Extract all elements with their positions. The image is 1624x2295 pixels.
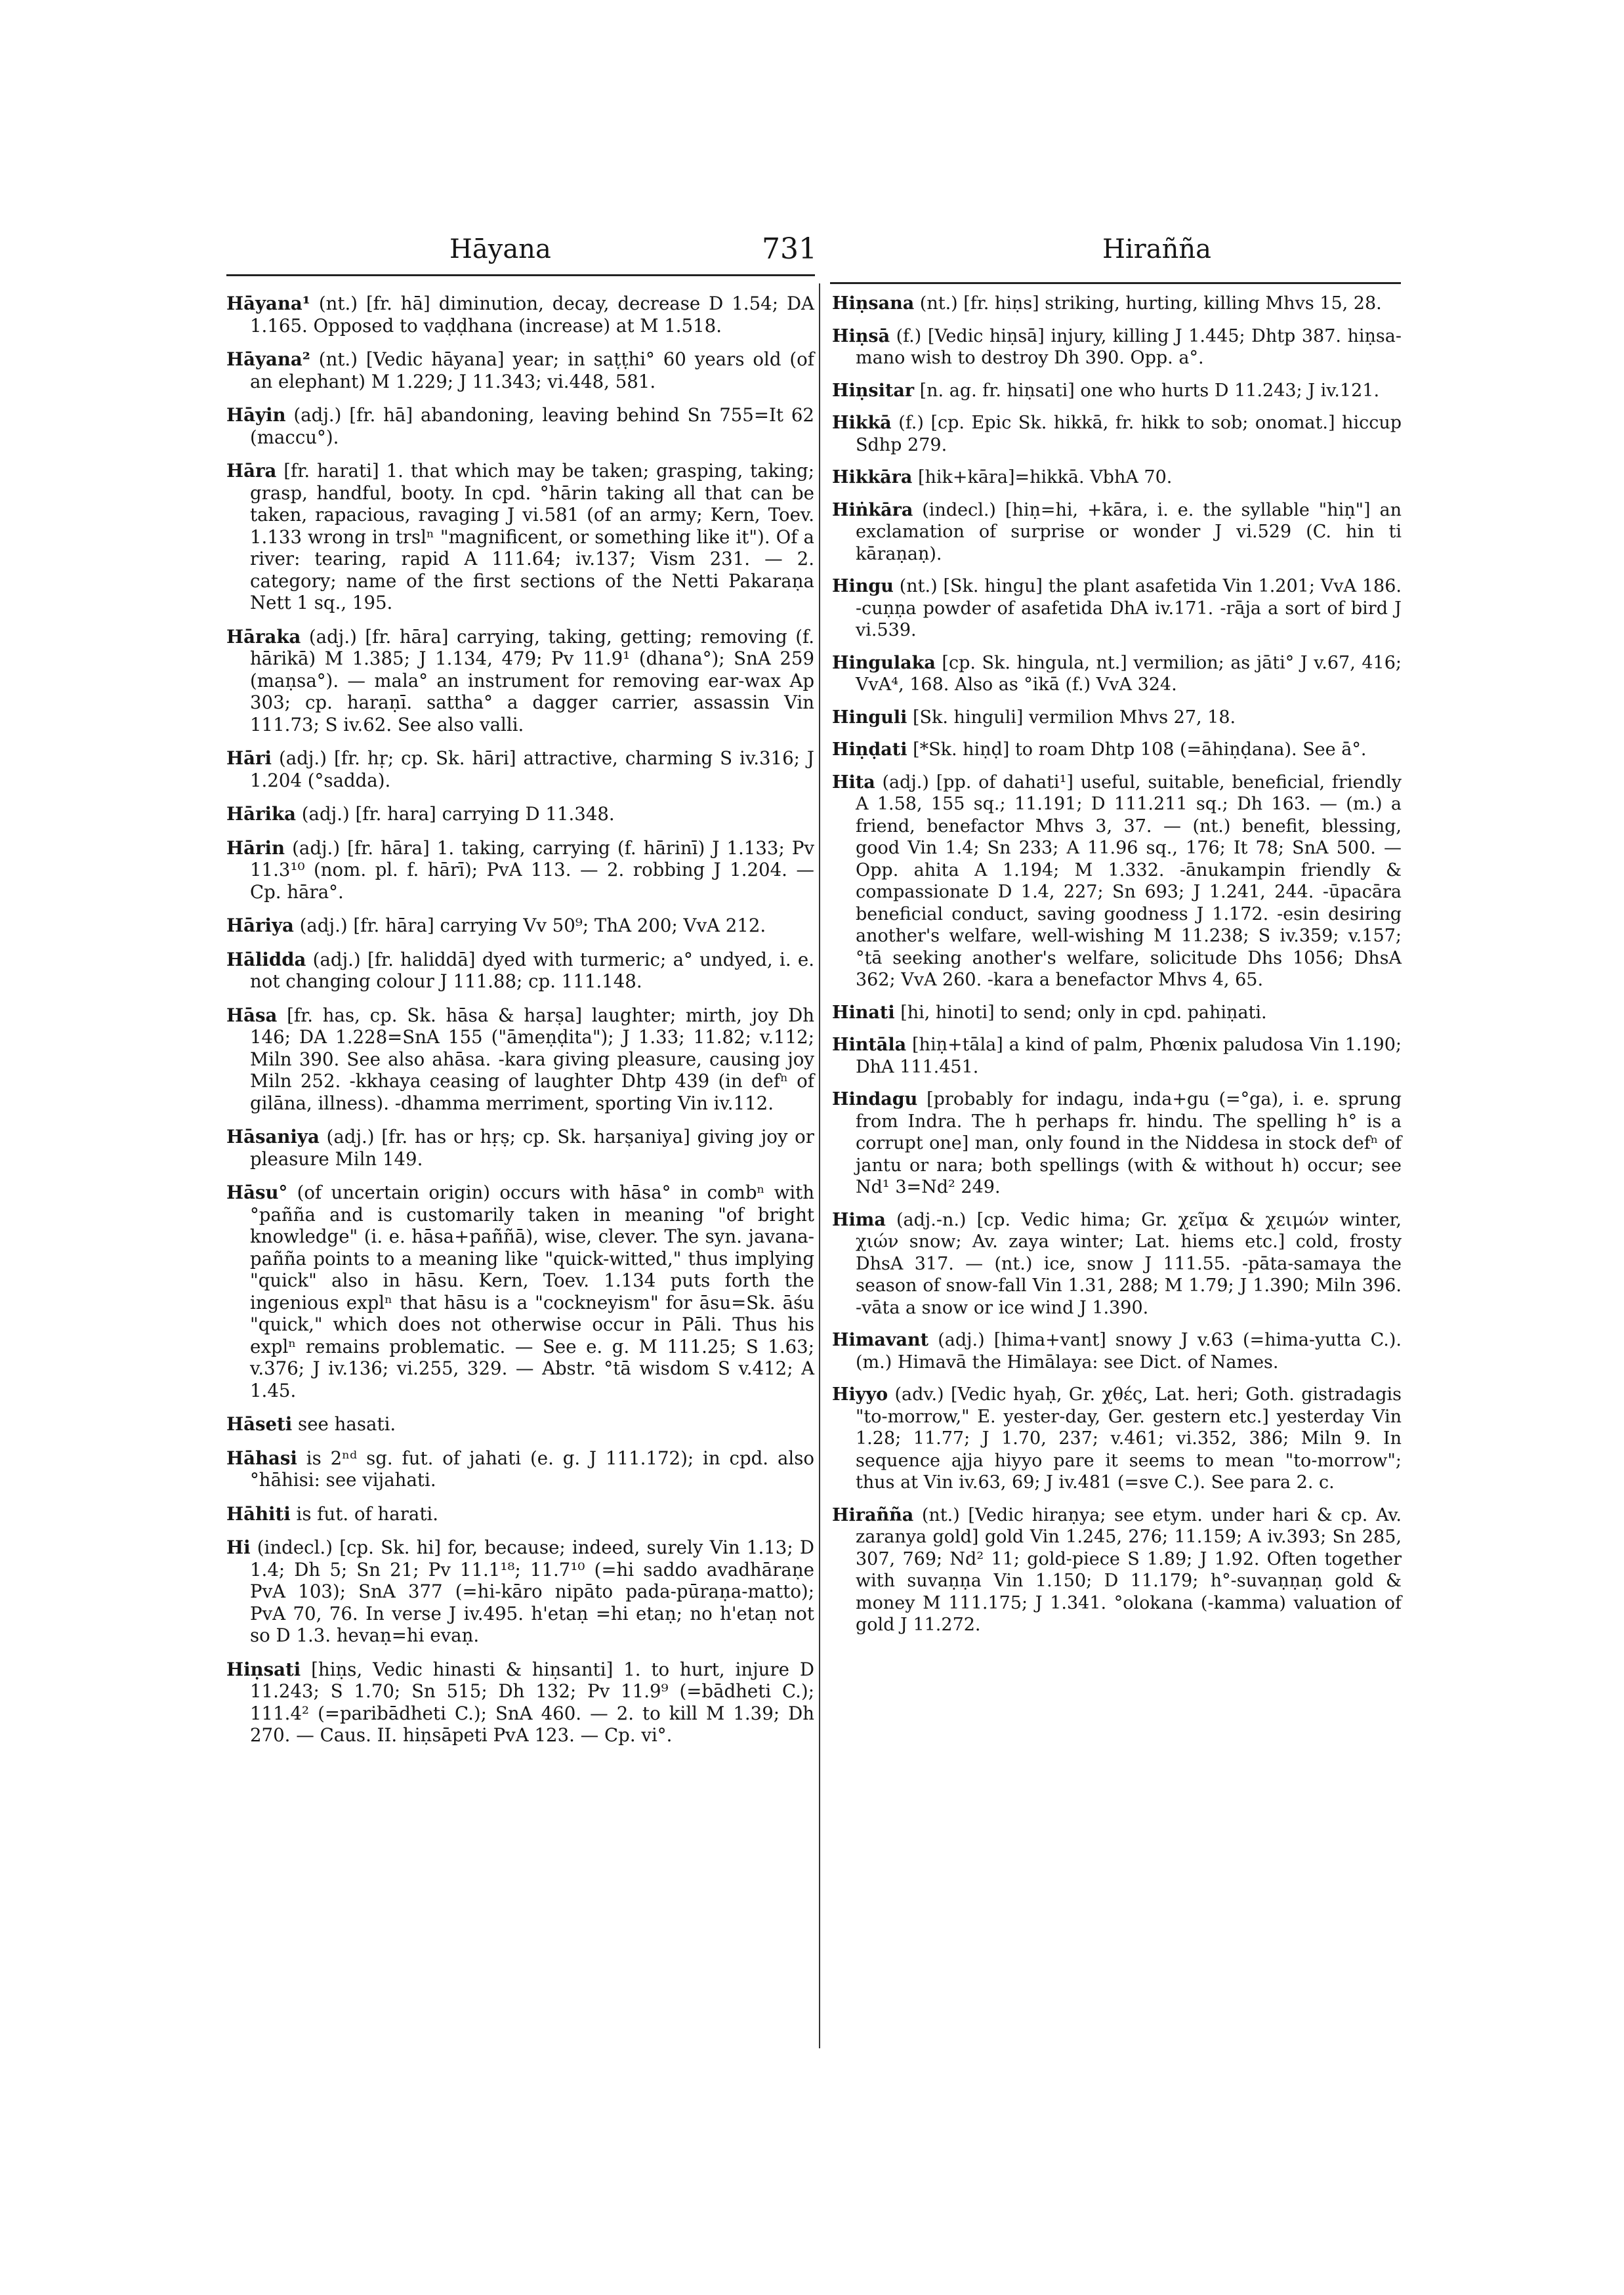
entry-headword: Hiṇsana (832, 293, 915, 314)
dictionary-entry (832, 1209, 1402, 1319)
dictionary-entry (226, 626, 814, 736)
entry-headword: Hi (226, 1537, 251, 1558)
entry-body: [hiṇ+tāla] a kind of palm, Phœnix paludosa Vin 1.190; DhA 111.451. (856, 1035, 1402, 1077)
entry-headword: Hāseti (226, 1413, 293, 1435)
entry-headword: Hiṇsā (832, 325, 890, 346)
entry-headword: Hintāla (832, 1035, 907, 1055)
dictionary-entry (226, 915, 814, 937)
dictionary-entry (832, 1384, 1402, 1494)
entry-headword: Hiṇsitar (832, 380, 915, 401)
entry-body: (nt.) [fr. hā] diminution, decay, decrease D 1.54; DA 1.165. Opposed to vaḍḍhana (increase) at M 1.518. (250, 293, 814, 337)
entry-headword: Hinguli (832, 707, 907, 728)
entry-headword: Hāri (226, 747, 272, 769)
entry-headword: Hāraka (226, 625, 301, 648)
entry-headword: Hirañña (832, 1504, 914, 1525)
dictionary-entry (226, 404, 814, 448)
entry-body: (nt.) [Vedic hiraṇya; see etym. under hari & cp. Av. zaranya gold] gold Vin 1.245, 276; 11.159; A iv.393; Sn 285, 307, 769; Nd² 11; gold-piece S 1.89; J 1.92. Often together with suvaṇṇa Vin 1.150; D 11.179; h°-suvaṇṇaṇ gold & money M 111.175; J 1.341. °olokana (-kamma) valuation of gold J 11.272. (856, 1504, 1402, 1635)
dictionary-entry (832, 707, 1402, 729)
dictionary-entry (226, 803, 814, 825)
dictionary-entry (832, 772, 1402, 991)
page-number: 731 (762, 232, 817, 266)
dictionary-entry (832, 1088, 1402, 1199)
dictionary-entry (226, 293, 814, 337)
entry-headword: Hiṅkāra (832, 499, 913, 520)
dictionary-entry (832, 575, 1402, 642)
dictionary-entry (832, 1002, 1402, 1024)
entry-headword: Hiṇḍati (832, 739, 907, 760)
entry-headword: Hingu (832, 576, 894, 596)
entry-headword: Hāsa (226, 1004, 278, 1026)
header-rule-left (226, 274, 815, 276)
entry-body: is fut. of harati. (290, 1502, 439, 1525)
page-header (226, 231, 1401, 277)
entry-body: [hik+kāra]=hikkā. VbhA 70. (912, 467, 1173, 487)
entry-body: (adj.) [fr. hṛ; cp. Sk. hāri] attractive, charming S iv.316; J 1.204 (°sadda). (250, 747, 814, 791)
entry-body: [probably for indagu, inda+gu (=°ga), i. e. sprung from Indra. The h perhaps fr. hindu. The spelling h° is a corrupt one] man, only found in the Niddesa in stock defⁿ of jantu or nara; both spellings (with & without h) occur; see Nd¹ 3=Nd² 249. (856, 1089, 1402, 1197)
entry-body: (adj.) [pp. of dahati¹] useful, suitable, beneficial, friendly A 1.58, 155 sq.; 11.191; D 111.211 sq.; Dh 163. — (m.) a friend, benefactor Mhvs 3, 37. — (nt.) benefit, blessing, good Vin 1.4; Sn 233; A 11.96 sq., 176; It 78; SnA 500. — Opp. ahita A 1.194; M 1.332. -ānukampin friendly & compassionate D 1.4, 227; Sn 693; J 1.241, 244. -ūpacāra beneficial conduct, saving goodness J 1.172. -esin desiring another's welfare, well-wishing M 11.238; S iv.359; v.157; °tā seeking another's welfare, solicitude Dhs 1056; DhsA 362; VvA 260. -kara a benefactor Mhvs 4, 65. (856, 772, 1402, 990)
running-head-left: Hāyana (449, 234, 551, 264)
dictionary-entry (226, 837, 814, 903)
entry-body: [*Sk. hiṇḍ] to roam Dhtp 108 (=āhiṇḍana). See ā°. (907, 739, 1367, 760)
dictionary-entry (832, 1329, 1402, 1373)
entry-body: (adv.) [Vedic hyaḥ, Gr. χθές, Lat. heri; Goth. gistradagis "to-morrow," E. yester-day, Ger. gestern etc.] yesterday Vin 1.28; 11.77; J 1.70, 237; v.461; vi.352, 386; Miln 9. In sequence ajja hiyyo pare it seems to mean "to-morrow"; thus at Vin iv.63, 69; J iv.481 (=sve C.). See para 2. c. (856, 1384, 1402, 1493)
entry-body: (adj.) [fr. hāra] carrying, taking, getting; removing (f. hārikā) M 1.385; J 1.134, 479; Pv 11.9¹ (dhana°); SnA 259 (maṇsa°). — mala° an instrument for removing ear-wax Ap 303; cp. haraṇī. sattha° a dagger carrier, assassin Vin 111.73; S iv.62. See also valli. (250, 625, 814, 735)
dictionary-entry (832, 293, 1402, 315)
entry-body: (nt.) [fr. hiṇs] striking, hurting, killing Mhvs 15, 28. (914, 293, 1382, 314)
entry-body: [hi, hinoti] to send; only in cpd. pahiṇati. (894, 1002, 1267, 1023)
dictionary-entry (832, 412, 1402, 456)
dictionary-entry (226, 1182, 814, 1401)
entry-body: (adj.) [fr. has or hṛṣ; cp. Sk. harṣaniya] giving joy or pleasure Miln 149. (250, 1126, 814, 1170)
header-rule-right (830, 282, 1401, 284)
entry-body: is 2ⁿᵈ sg. fut. of jahati (e. g. J 111.172); in cpd. also °hāhisi: see vijahati. (250, 1447, 814, 1491)
entry-headword: Hāra (226, 460, 277, 482)
entry-body: (adj.) [fr. hara] carrying D 11.348. (295, 803, 615, 825)
dictionary-entry (226, 1537, 814, 1647)
entry-body: (nt.) [Vedic hāyana] year; in saṭṭhi° 60 years old (of an elephant) M 1.229; J 11.343; vi.448, 581. (250, 348, 814, 392)
entry-headword: Hita (832, 772, 875, 793)
entry-body: [fr. has, cp. Sk. hāsa & harṣa] laughter; mirth, joy Dh 146; DA 1.228=SnA 155 ("āmeṇḍita"); J 1.33; 11.82; v.112; Miln 390. See also ahāsa. -kara giving pleasure, causing joy Miln 252. -kkhaya ceasing of laughter Dhtp 439 (in defⁿ of gilāna, illness). -dhamma merriment, sporting Vin iv.112. (250, 1004, 814, 1114)
entry-headword: Hikkā (832, 413, 892, 433)
entry-headword: Hinati (832, 1002, 895, 1023)
entry-body: (indecl.) [cp. Sk. hi] for, because; indeed, surely Vin 1.13; D 1.4; Dh 5; Sn 21; Pv 11.1¹⁸; 11.7¹⁰ (=hi saddo avadhāraṇe PvA 103); SnA 377 (=hi-kāro nipāto pada-pūraṇa-matto); PvA 70, 76. In verse J iv.495. h'etaṇ =hi etaṇ; no h'etaṇ not so D 1.3. hevaṇ=hi evaṇ. (250, 1537, 814, 1646)
entry-body: [fr. harati] 1. that which may be taken; grasping, taking; grasp, handful, booty. In cpd. °hārin taking all that can be taken, rapacious, ravaging J vi.581 (of an army; Kern, Toev. 1.133 wrong in trslⁿ "magnificent, or something like it"). Of a river: tearing, rapid A 111.64; iv.137; Vism 231. — 2. category; name of the first sections of the Netti Pakaraṇa Nett 1 sq., 195. (250, 460, 814, 613)
dictionary-entry (226, 348, 814, 392)
entry-body: [cp. Sk. hingula, nt.] vermilion; as jāti° J v.67, 416; VvA⁴, 168. Also as °ikā (f.) VvA 324. (856, 652, 1402, 695)
entry-headword: Hāliddа (226, 948, 306, 970)
entry-body: (f.) [Vedic hiṇsā] injury, killing J 1.445; Dhtp 387. hiṇsa-mano wish to destroy Dh 390. Opp. a°. (856, 325, 1402, 368)
entry-body: (indecl.) [hiṇ=hi, +kāra, i. e. the syllable "hiṇ"] an exclamation of surprise or wonder J vi.529 (C. hin ti kāraṇaṇ). (856, 499, 1402, 564)
entry-body: (adj.) [fr. haliddā] dyed with turmeric; a° undyed, i. e. not changing colour J 111.88; cp. 111.148. (250, 948, 814, 992)
left-column (226, 293, 814, 1758)
entry-body: [hiṇs, Vedic hinasti & hiṇsanti] 1. to hurt, injure D 11.243; S 1.70; Sn 515; Dh 132; Pv 11.9⁹ (=bādheti C.); 111.4² (=paribādheti C.); SnA 460. — 2. to kill M 1.39; Dh 270. — Caus. II. hiṇsāpeti PvA 123. — Cp. vi°. (250, 1658, 814, 1746)
entry-headword: Hima (832, 1209, 886, 1230)
entry-body: (adj.) [fr. hāra] 1. taking, carrying (f. hārinī) J 1.133; Pv 11.3¹⁰ (nom. pl. f. hārī); PvA 113. — 2. robbing J 1.204. — Cp. hāra°. (250, 837, 814, 903)
dictionary-entry (226, 460, 814, 614)
entry-body: (adj.) [fr. hā] abandoning, leaving behind Sn 755=It 62 (maccu°). (250, 404, 814, 448)
entry-headword: Hāsu° (226, 1182, 288, 1203)
entry-headword: Hindagu (832, 1089, 918, 1109)
dictionary-entry (832, 1504, 1402, 1636)
right-column (832, 293, 1402, 1647)
dictionary-entry (832, 1034, 1402, 1078)
entry-body: (of uncertain origin) occurs with hāsa° in combⁿ with °pañña and is customarily taken in meaning "of bright knowledge" (i. e. hāsa+paññā), wise, clever. The syn. javana-pañña points to a meaning like "quick-witted," thus implying "quick" also in hāsu. Kern, Toev. 1.134 puts forth the ingenious explⁿ that hāsu is a "cockneyism" for āsu=Sk. āśu "quick," which does not otherwise occur in Pāli. Thus his explⁿ remains problematic. — See e. g. M 111.25; S 1.63; v.376; J iv.136; vi.255, 329. — Abstr. °tā wisdom S v.412; A 1.45. (250, 1182, 814, 1401)
dictionary-entry (226, 1004, 814, 1115)
dictionary-entry (832, 739, 1402, 761)
column-divider (819, 283, 820, 2048)
dictionary-entry (226, 1126, 814, 1170)
entry-headword: Hiyyo (832, 1384, 888, 1405)
entry-body: (nt.) [Sk. hingu] the plant asafetida Vin 1.201; VvA 186. -cuṇṇa powder of asafetida DhA iv.171. -rāja a sort of bird J vi.539. (856, 576, 1402, 640)
entry-headword: Hiṇsati (226, 1658, 301, 1680)
entry-body: [n. ag. fr. hiṇsati] one who hurts D 11.243; J iv.121. (914, 380, 1380, 401)
entry-headword: Himavant (832, 1330, 929, 1350)
dictionary-entry (832, 466, 1402, 489)
dictionary-entry (832, 499, 1402, 566)
entry-body: (adj.-n.) [cp. Vedic hima; Gr. χεῖμα & χειμών winter, χιών snow; Av. zaya winter; Lat. hiems etc.] cold, frosty DhsA 317. — (nt.) ice, snow J 111.55. -pāta-samaya the season of snow-fall Vin 1.31, 288; M 1.79; J 1.390; Miln 396. -vāta a snow or ice wind J 1.390. (856, 1209, 1402, 1318)
entry-headword: Hāhiti (226, 1502, 291, 1525)
entry-headword: Hārika (226, 803, 296, 825)
entry-headword: Hikkāra (832, 467, 913, 487)
entry-headword: Hārin (226, 837, 285, 859)
entry-headword: Hāhasi (226, 1447, 297, 1469)
dictionary-entry (226, 1503, 814, 1525)
entry-headword: Hāsaniya (226, 1126, 320, 1148)
entry-headword: Hāyin (226, 404, 286, 426)
entry-headword: Hingulaka (832, 652, 936, 673)
entry-body: [Sk. hinguli] vermilion Mhvs 27, 18. (907, 707, 1236, 728)
dictionary-entry (832, 325, 1402, 369)
entry-headword: Hāyana¹ (226, 293, 310, 314)
dictionary-entry (226, 747, 814, 791)
entry-body: (adj.) [fr. hāra] carrying Vv 50⁹; ThA 200; VvA 212. (293, 915, 766, 936)
running-head-right: Hirañña (1102, 234, 1212, 264)
entry-body: (f.) [cp. Epic Sk. hikkā, fr. hikk to sob; onomat.] hiccup Sdhp 279. (856, 413, 1402, 455)
dictionary-entry (226, 1447, 814, 1491)
dictionary-entry (226, 1659, 814, 1747)
dictionary-entry (226, 949, 814, 993)
entry-headword: Hāriya (226, 915, 294, 936)
dictionary-entry (226, 1413, 814, 1436)
entry-body: see hasati. (292, 1413, 396, 1435)
entry-headword: Hāyana² (226, 348, 310, 370)
dictionary-entry (832, 380, 1402, 402)
entry-body: (adj.) [hima+vant] snowy J v.63 (=hima-yutta C.). (m.) Himavā the Himālaya: see Dict. of Names. (856, 1330, 1402, 1373)
dictionary-entry (832, 652, 1402, 696)
